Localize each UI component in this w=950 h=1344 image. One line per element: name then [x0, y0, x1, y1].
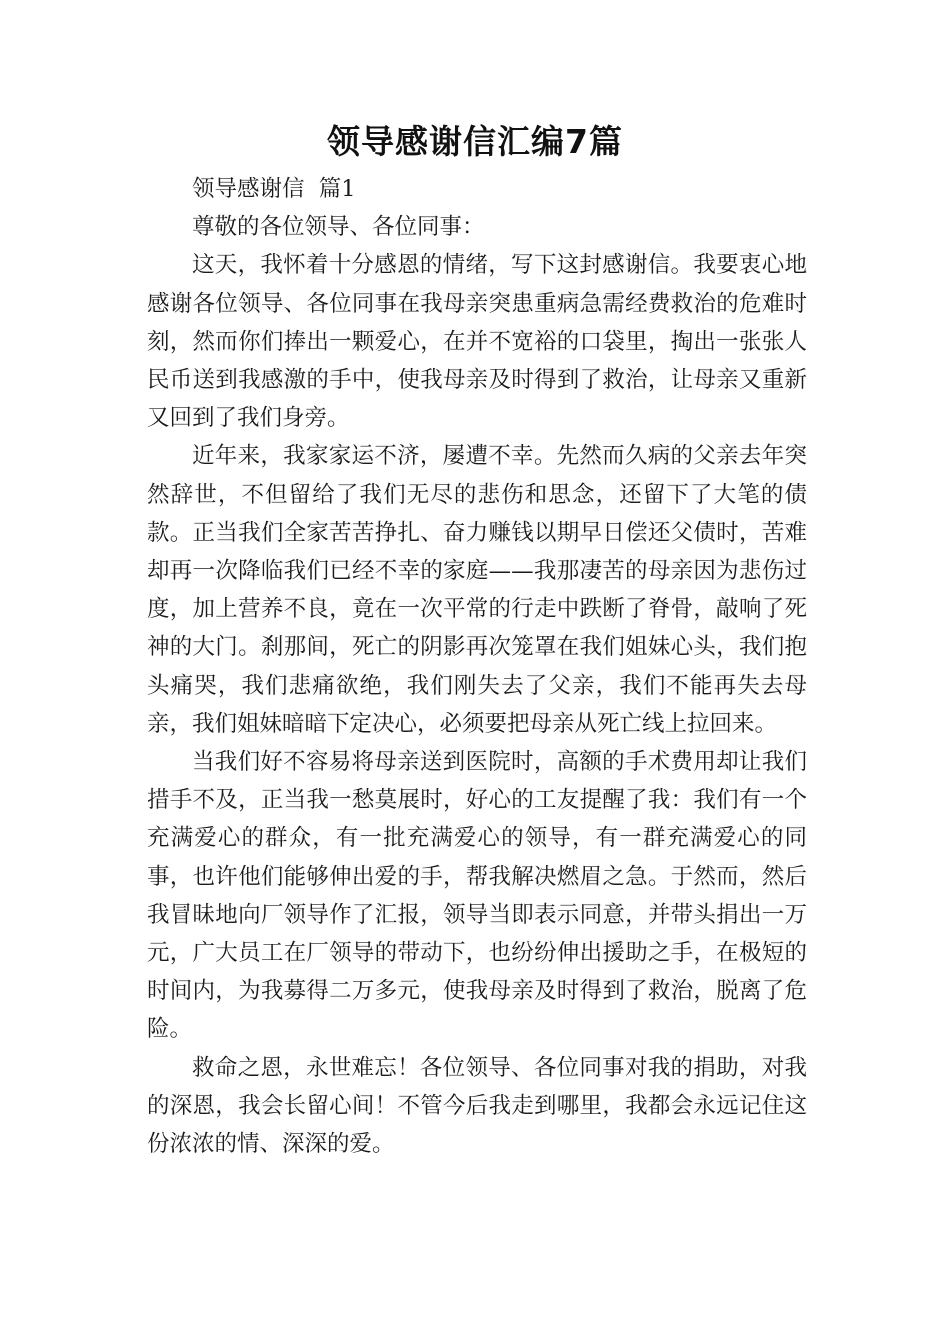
salutation: 尊敬的各位领导、各位同事： — [192, 214, 485, 241]
body-paragraph: 救命之恩，永世难忘！各位领导、各位同事对我的捐助，对我的深恩，我会长留心间！不管今后我走到哪里，我都会永远记住这份浓浓的情、深深的爱。 — [147, 1054, 807, 1158]
body-paragraph: 近年来，我家家运不济，屡遭不幸。先然而久病的父亲去年突然辞世，不但留给了我们无尽的悲伤和思念，还留下了大笔的债款。正当我们全家苦苦挣扎、奋力赚钱以期早日偿还父债时，苦难却再一次降临我们已经不幸的家庭——我那凄苦的母亲因为悲伤过度，加上营养不良，竟在一次平常的行走中跌断了脊骨，敲响了死神的大门。刹那间，死亡的阴影再次笼罩在我们姐妹心头，我们抱头痛哭，我们悲痛欲绝，我们刚失去了父亲，我们不能再失去母亲，我们姐妹暗暗下定决心，必须要把母亲从死亡线上拉回来。 — [147, 443, 807, 737]
body-paragraph: 当我们好不容易将母亲送到医院时，高额的手术费用却让我们措手不及，正当我一愁莫展时，好心的工友提醒了我：我们有一个充满爱心的群众，有一批充满爱心的领导，有一群充满爱心的同事，也许他们能够伸出爱的手，帮我解决燃眉之急。于然而，然后我冒昧地向厂领导作了汇报，领导当即表示同意，并带头捐出一万元，广大员工在厂领导的带动下，也纷纷伸出援助之手，在极短的时间内，为我募得二万多元，使我母亲及时得到了救治，脱离了危险。 — [147, 749, 807, 1043]
document-title: 领导感谢信汇编7篇 — [327, 122, 623, 161]
body-paragraph: 这天，我怀着十分感恩的情绪，写下这封感谢信。我要衷心地感谢各位领导、各位同事在我母亲突患重病急需经费救治的危难时刻，然而你们捧出一颗爱心，在并不宽裕的口袋里，掏出一张张人民币送到我感激的手中，使我母亲及时得到了救治，让母亲又重新又回到了我们身旁。 — [147, 252, 807, 432]
section-heading: 领导感谢信 篇1 — [192, 176, 356, 202]
document-body — [147, 170, 807, 1163]
